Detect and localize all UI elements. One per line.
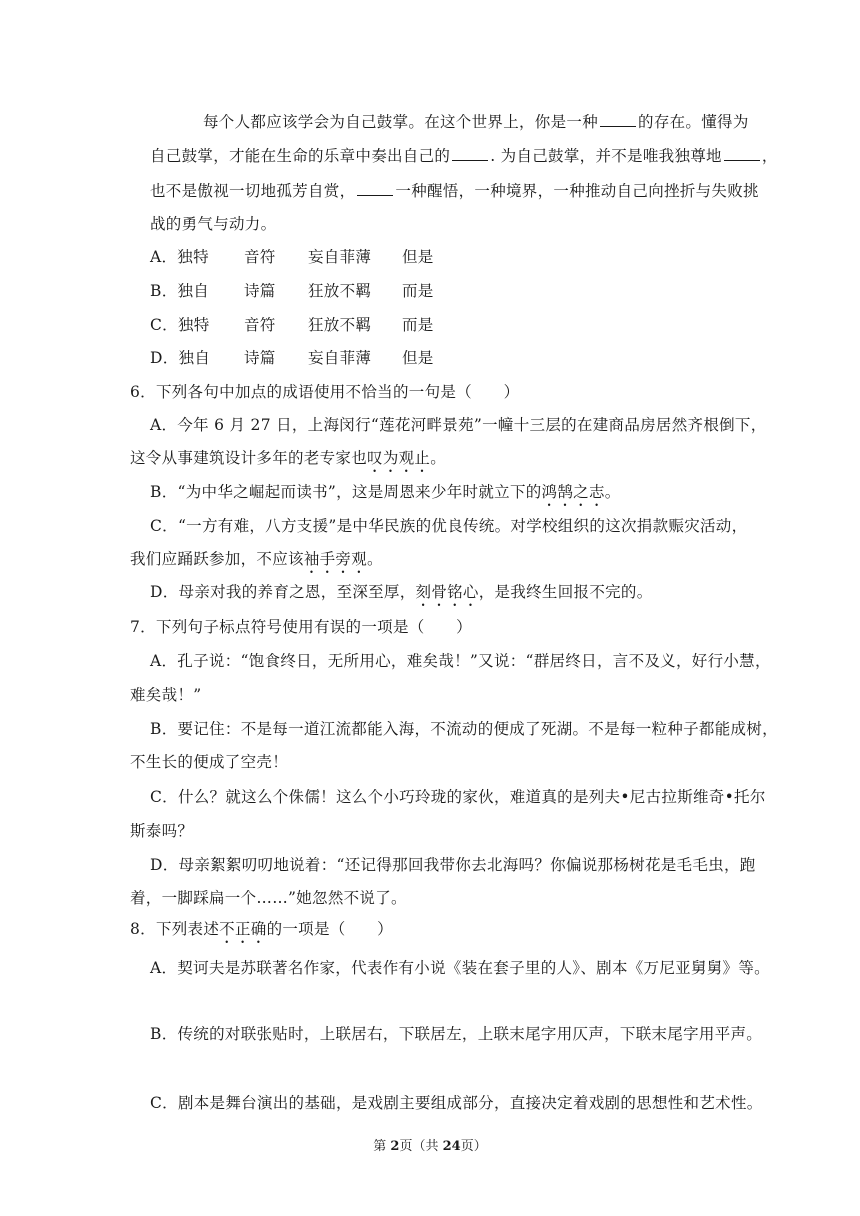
answer-blank [724,146,760,161]
q7-option-d-line-2: 着，一脚踩扁一个……”她忽然不说了。 [130,889,407,907]
q7-option-b-line-1: B．要记住：不是每一道江流都能入海，不流动的便成了死湖。不是每一粒种子都能成树， [150,720,778,738]
dotted-idiom: 鸿鹄之志 [541,483,605,501]
q8-option-a: A．契诃夫是苏联著名作家，代表作有小说《装在套子里的人》、剧本《万尼亚舅舅》等。 [150,959,770,977]
q8-option-c: C．剧本是舞台演出的基础，是戏剧主要组成部分，直接决定着戏剧的思想性和艺术性。 [150,1094,763,1112]
dotted-idiom: 叹为观止 [367,449,431,467]
dotted-idiom: 刻骨铭心 [415,583,479,601]
q5-passage-line-2: 自己鼓掌，才能在生命的乐章中奏出自己的 . 为自己鼓掌，并不是唯我独尊地 ， [150,147,778,165]
q6-option-b: B．“为中华之崛起而读书”，这是周恩来少年时就立下的鸿鹄之志。 [150,483,621,501]
q7-option-a-line-1: A．孔子说：“饱食终日，无所用心，难矣哉！”又说：“群居终日，言不及义，好行小慧， [150,652,771,670]
q6-option-c-line-1: C．“一方有难，八方支援”是中华民族的优良传统。对学校组织的这次捐款赈灾活动， [150,517,748,535]
current-page-number: 2 [390,1139,400,1154]
q5-passage-line-4: 战的勇气与动力。 [150,215,277,233]
q6-option-c-line-2: 我们应踊跃参加，不应该袖手旁观。 [130,550,383,568]
q8-option-b: B．传统的对联张贴时，上联居右，下联居左，上联末尾字用仄声，下联末尾字用平声。 [150,1025,763,1043]
q6-option-d: D．母亲对我的养育之恩，至深至厚，刻骨铭心，是我终生回报不完的。 [150,583,653,601]
page-footer: 第 2页（共 24页） [373,1139,487,1154]
answer-blank [600,112,636,127]
answer-blank [452,146,488,161]
q6-stem: 6．下列各句中加点的成语使用不恰当的一句是（ ） [130,383,520,401]
q7-option-d-line-1: D．母亲絮絮叨叨地说着：“还记得那回我带你去北海吗？你偏说那杨树花是毛毛虫，跑 [150,856,756,874]
q7-option-c-line-2: 斯泰吗？ [130,822,194,840]
q7-option-a-line-2: 难矣哉！” [130,686,202,704]
q5-option-c: C．独特 音符 狂放不羁 而是 [150,316,434,334]
q5-passage-line-1: 每个人都应该学会为自己鼓掌。在这个世界上，你是一种 的存在。懂得为 [203,113,749,131]
q5-passage-line-3: 也不是傲视一切地孤芳自赏， 一种醒悟，一种境界，一种推动自己向挫折与失败挑 [150,182,759,200]
q5-option-a: A．独特 音符 妄自菲薄 但是 [150,248,434,266]
q5-option-d: D．独自 诗篇 妄自菲薄 但是 [150,349,434,367]
dotted-emphasis: 不正确 [219,920,267,938]
q7-stem: 7．下列句子标点符号使用有误的一项是（ ） [130,618,472,636]
total-pages: 24 [442,1139,461,1154]
q6-option-a-line-2: 这令从事建筑设计多年的老专家也叹为观止。 [130,449,447,467]
answer-blank [357,181,393,196]
q7-option-b-line-2: 不生长的便成了空壳！ [130,753,289,771]
dotted-idiom: 袖手旁观 [303,550,368,568]
q5-option-b: B．独自 诗篇 狂放不羁 而是 [150,282,434,300]
q6-option-a-line-1: A．今年 6 月 27 日，上海闵行“莲花河畔景苑”一幢十三层的在建商品房居然齐根倒下， [150,416,767,434]
q8-stem: 8．下列表述不正确的一项是（ ） [130,920,393,938]
q7-option-c-line-1: C．什么？就这么个侏儒！这么个小巧玲珑的家伙，难道真的是列夫•尼古拉斯维奇•托尔 [150,788,766,806]
